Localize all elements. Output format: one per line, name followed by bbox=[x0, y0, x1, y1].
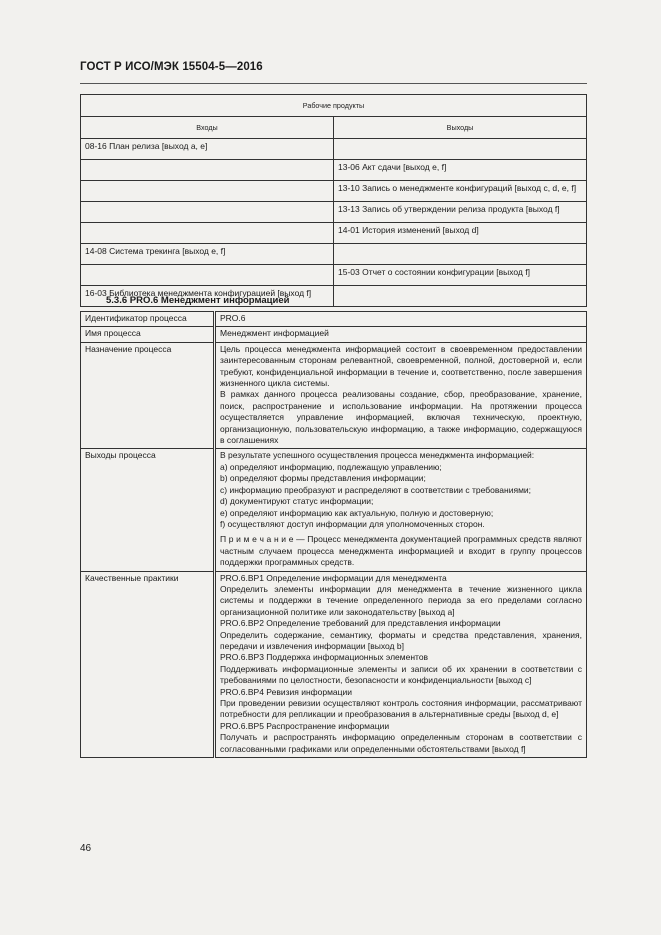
input-cell bbox=[81, 181, 334, 202]
output-cell bbox=[334, 286, 587, 307]
col-header-inputs: Входы bbox=[81, 117, 334, 139]
table-row bbox=[81, 181, 587, 202]
document-header: ГОСТ Р ИСО/МЭК 15504-5—2016 bbox=[80, 61, 263, 73]
practice-title: PRO.6.BP2 Определение требований для представления информации bbox=[220, 618, 501, 629]
table-row bbox=[81, 244, 587, 265]
row-value: PRO.6 bbox=[215, 312, 587, 327]
input-cell bbox=[81, 265, 334, 286]
table-row bbox=[81, 265, 587, 286]
practice-text: Определить содержание, семантику, форматы и средства представления, хранения, передачи и извлечения информации [выход b] bbox=[220, 629, 582, 651]
row-label: Назначение процесса bbox=[81, 342, 215, 449]
outcome-item: e) определяют информацию как актуальную, полную и достоверную; bbox=[220, 507, 494, 518]
input-cell: 08-16 План релиза [выход a, e] bbox=[81, 139, 334, 160]
process-table bbox=[80, 311, 587, 758]
section-title: 5.3.6 PRO.6 Менеджмент информацией bbox=[106, 295, 290, 306]
table-row bbox=[81, 202, 587, 223]
row-value: Менеджмент информацией bbox=[215, 327, 587, 342]
process-row-outcomes bbox=[81, 449, 587, 571]
process-row-id bbox=[81, 312, 587, 327]
table-title: Рабочие продукты bbox=[81, 95, 587, 117]
process-row-name bbox=[81, 327, 587, 342]
output-cell bbox=[334, 244, 587, 265]
table-row bbox=[81, 139, 587, 160]
table-title-row bbox=[81, 95, 587, 117]
outcome-item: d) документируют статус информации; bbox=[220, 496, 374, 507]
output-cell: 13-13 Запись об утверждении релиза продукта [выход f] bbox=[334, 202, 587, 223]
note-label: П р и м е ч а н и е bbox=[220, 534, 294, 545]
outcome-item: b) определяют формы представления информации; bbox=[220, 473, 426, 484]
row-value bbox=[215, 342, 587, 449]
outcome-item: a) определяют информацию, подлежащую управлению; bbox=[220, 461, 442, 472]
input-cell bbox=[81, 202, 334, 223]
output-cell: 13-10 Запись о менеджменте конфигураций [выход c, d, e, f] bbox=[334, 181, 587, 202]
outcome-item: c) информацию преобразуют и распределяют в соответствии с требованиями; bbox=[220, 484, 532, 495]
output-cell: 14-01 История изменений [выход d] bbox=[334, 223, 587, 244]
row-label: Качественные практики bbox=[81, 571, 215, 758]
row-label: Выходы процесса bbox=[81, 449, 215, 571]
practice-text: При проведении ревизии осуществляют контроль состояния информации, рассматривают потребности для репликации и преобразования в альтернативные среды [выход d, e] bbox=[220, 698, 582, 720]
practice-text: Определить элементы информации для менеджмента в течение жизненного цикла системы и поддержки в течение определенного периода за его пределами согласно организационной политике или законодательству [выход a] bbox=[220, 583, 582, 617]
note bbox=[220, 534, 582, 568]
row-label: Имя процесса bbox=[81, 327, 215, 342]
input-cell: 14-08 Система трекинга [выход e, f] bbox=[81, 244, 334, 265]
row-label: Идентификатор процесса bbox=[81, 312, 215, 327]
header-rule bbox=[80, 83, 587, 84]
table-row bbox=[81, 223, 587, 244]
col-header-outputs: Выходы bbox=[334, 117, 587, 139]
table-header-row bbox=[81, 117, 587, 139]
process-row-purpose bbox=[81, 342, 587, 449]
practice-title: PRO.6.BP3 Поддержка информационных элементов bbox=[220, 652, 429, 663]
practice-text: Получать и распространять информацию определенным сторонам в соответствии с согласованными графиками или определенными обстоятельствами [выход f] bbox=[220, 732, 582, 754]
practice-title: PRO.6.BP1 Определение информации для менеджмента bbox=[220, 572, 447, 583]
input-cell: 16-03 Библиотека менеджмента конфигурацией [выход f] bbox=[81, 286, 334, 307]
page-number: 46 bbox=[80, 843, 92, 854]
work-products-table bbox=[80, 94, 587, 307]
input-cell bbox=[81, 223, 334, 244]
table-row bbox=[81, 160, 587, 181]
note-text: — Процесс менеджмента документацией программных средств являют частным случаем процесса менеджмента информацией и входит в группу процессов поддержки программных средств. bbox=[220, 534, 582, 568]
process-row-practices bbox=[81, 571, 587, 758]
practice-title: PRO.6.BP4 Ревизия информации bbox=[220, 686, 353, 697]
row-value bbox=[215, 571, 587, 758]
output-cell: 15-03 Отчет о состоянии конфигурации [выход f] bbox=[334, 265, 587, 286]
purpose-paragraph: Цель процесса менеджмента информацией состоит в своевременном предоставлении заинтересованным сторонам релевантной, своевременной, полной, достоверной и, если требуют, конфиденциальной информации в течение и, соответственно, после завершения жизненного цикла системы. bbox=[220, 343, 582, 389]
outcomes-intro: В результате успешного осуществления процесса менеджмента информацией: bbox=[220, 450, 535, 461]
practice-title: PRO.6.BP5 Распространение информации bbox=[220, 720, 390, 731]
outcome-item: f) осуществляют доступ информации для уполномоченных сторон. bbox=[220, 518, 485, 529]
input-cell bbox=[81, 160, 334, 181]
output-cell bbox=[334, 139, 587, 160]
practice-text: Поддерживать информационные элементы и записи об их хранении в соответствии с требованиями по целостности, безопасности и конфиденциальности [выход c] bbox=[220, 663, 582, 686]
output-cell: 13-06 Акт сдачи [выход e, f] bbox=[334, 160, 587, 181]
purpose-paragraph: В рамках данного процесса реализованы создание, сбор, преобразование, хранение, поиск, распространение и использование информации. На протяжении процесса осуществляется управление информацией, включая техническую, проектную, организационную, пользовательскую информацию, а также информацию, содержащуюся в соглашениях bbox=[220, 389, 582, 446]
row-value bbox=[215, 449, 587, 571]
